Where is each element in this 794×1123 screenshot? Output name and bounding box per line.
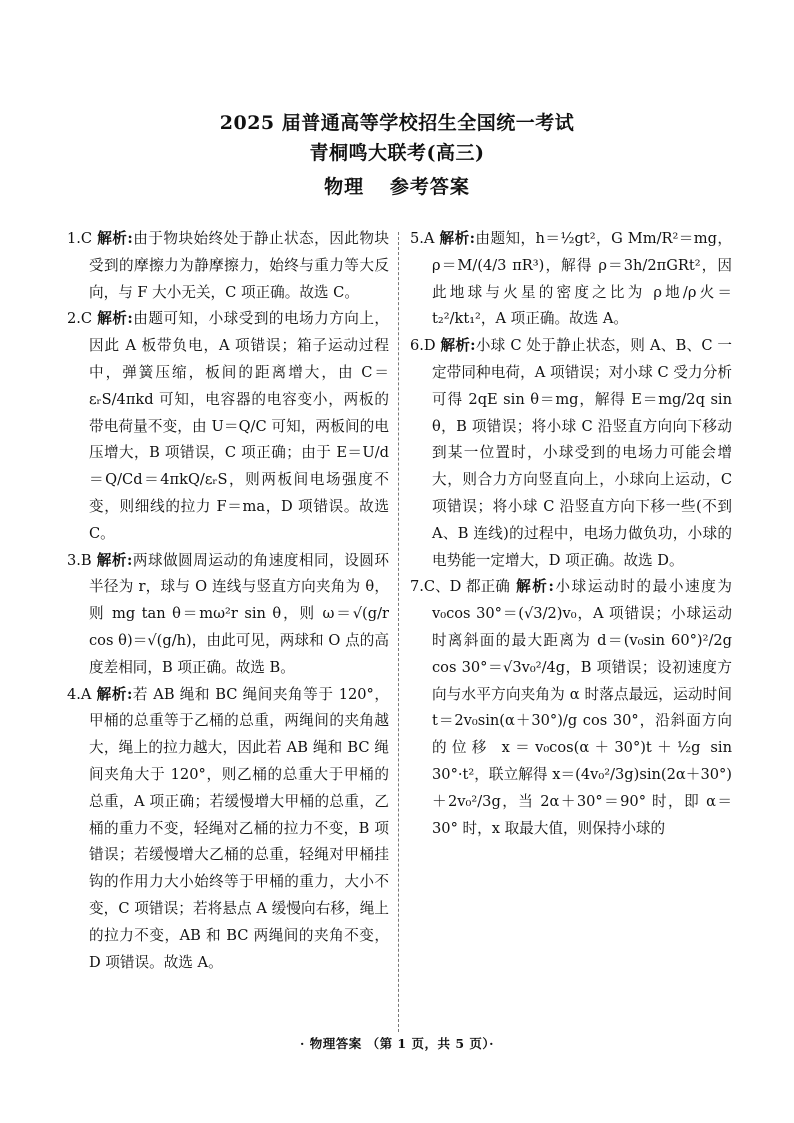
column-divider [398,232,399,1032]
answer-number: 6.D [410,337,436,355]
analysis-tag: 解析: [97,310,133,328]
answer-number: 3.B [67,551,92,569]
analysis-tag: 解析: [97,230,133,247]
answer-text: 两球做圆周运动的角速度相同，设圆环半径为 r，球与 O 连线与竖直方向夹角为 θ，则 mg tan θ＝mω²r sin θ，则 ω＝√(g/r cos θ)＝√(g/h)，由此可见，两球和 O 点的高度差相同，B 项正确。故选 B。 [89,551,389,676]
page-footer: · 物理答案 （第 1 页，共 5 页）· [300,1036,494,1051]
analysis-tag: 解析: [440,337,476,355]
answer-item [410,574,732,842]
answer-number: 4.A [67,685,92,703]
answer-number: 7.C、D 都正确 [410,578,510,596]
answer-item [410,226,732,333]
answer-text: 小球运动时的最小速度为 v₀cos 30°＝(√3/2)v₀，A 项错误；小球运动时离斜面的最大距离为 d＝(v₀sin 60°)²/2g cos 30°＝√3v₀²/4g，B 项错误；设初速度方向与水平方向夹角为 α 时落点最远，运动时间 t＝2v₀sin(α＋30°)/g cos 30°，沿斜面方向的位移 x＝v₀cos(α＋30°)t＋½g sin 30°·t²，联立解得 x＝(4v₀²/3g)sin(2α＋30°)＋2v₀²/3g，当 2α＋30°＝90° 时，即 α＝30° 时，x 取最大值，则保持小球的 [432,578,732,837]
answer-number: 1.C [67,230,93,247]
answer-text: 小球 C 处于静止状态，则 A、B、C 一定带同种电荷，A 项错误；对小球 C 受力分析可得 2qE sin θ＝mg，解得 E＝mg/2q sin θ，B 项错误；将小球 C 沿竖直方向向下移动到某一位置时，小球受到的电场力可能会增大，则合力方向竖直向上，小球向上运动，C 项错误；将小球 C 沿竖直方向下移一些(不到 A、B 连线)的过程中，电场力做负功，小球的电势能一定增大，D 项正确。故选 D。 [432,337,733,569]
answer-item [67,226,389,306]
page-header [0,108,794,202]
answer-number: 5.A [410,230,435,247]
analysis-tag: 解析: [439,230,475,247]
answer-number: 2.C [67,310,93,328]
subject-name: 物理 [324,176,365,198]
right-column [410,226,732,842]
answer-text: 由题知，h＝½gt²，G Mm/R²＝mg，ρ＝M/(4/3 πR³)，解得 ρ＝3h/2πGRt²，因此地球与火星的密度之比为 ρ地/ρ火＝t₂²/kt₁²，A 项正确。故选 A。 [432,230,733,328]
answer-item [67,306,389,547]
answer-item [67,682,389,977]
exam-subtitle: 青桐鸣大联考(高三) [309,142,485,164]
answer-item [410,333,732,574]
exam-title: 2025 届普通高等学校招生全国统一考试 [219,112,575,134]
analysis-tag: 解析: [96,551,133,569]
answer-text: 由于物块始终处于静止状态，因此物块受到的摩擦力为静摩擦力，始终与重力等大反向，与 F 大小无关，C 项正确。故选 C。 [89,230,390,301]
subject-heading [0,172,794,202]
answer-text: 若 AB 绳和 BC 绳间夹角等于 120°，甲桶的总重等于乙桶的总重，两绳间的夹角越大，绳上的拉力越大，因此若 AB 绳和 BC 绳间夹角大于 120°，则乙桶的总重大于甲桶的总重，A 项正确；若缓慢增大甲桶的总重，乙桶的重力不变，轻绳对乙桶的拉力不变，B 项错误；若缓慢增大乙桶的总重，轻绳对甲桶挂钩的作用力大小始终等于甲桶的重力，大小不变，C 项错误；若将悬点 A 缓慢向右移，绳上的拉力不变，AB 和 BC 两绳间的夹角不变，D 项错误。故选 A。 [89,685,390,971]
answer-item [67,548,389,682]
analysis-tag: 解析: [96,685,133,703]
doc-type: 参考答案 [389,176,470,198]
left-column [67,226,389,976]
analysis-tag: 解析: [516,578,554,596]
answer-text: 由题可知，小球受到的电场力方向上，因此 A 板带负电，A 项错误；箱子运动过程中，弹簧压缩，板间的距离增大，由 C＝εᵣS/4πkd 可知，电容器的电容变小，两板的带电荷量不变，由 U＝Q/C 可知，两板间的电压增大，B 项错误，C 项正确；由于 E＝U/d＝Q/Cd＝4πkQ/εᵣS，则两板间电场强度不变，则细线的拉力 F＝ma，D 项错误。故选 C。 [89,310,390,542]
